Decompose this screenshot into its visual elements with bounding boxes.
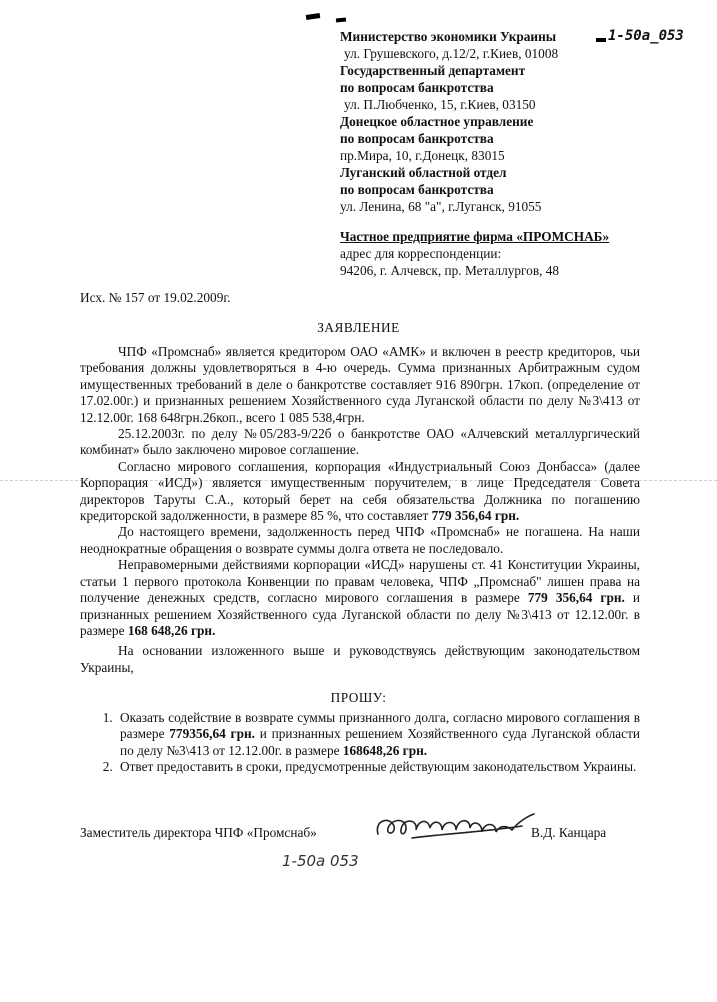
request-title: ПРОШУ: bbox=[330, 690, 387, 705]
amount: 168 648,26 грн. bbox=[127, 622, 216, 638]
addressee-address: ул. Грушевского, д.12/2, г.Киев, 01008 bbox=[344, 46, 559, 61]
addressee-name: по вопросам банкротства bbox=[340, 80, 494, 95]
paragraph-text: Неправомерными действиями корпорации «ИСД» нарушены ст. 41 Конституции Украины, статьи 1 первого протокола Конвенции по правам человека, ЧПФ „Промснаб" лишен права на получение денежных средств, согласно мирового соглашения в размере bbox=[80, 557, 640, 606]
addressee-address: пр.Мира, 10, г.Донецк, 83015 bbox=[340, 148, 505, 163]
request-text: Оказать содействие в возврате суммы признанного долга, согласно мирового соглашения в размере bbox=[120, 710, 640, 742]
scan-mark bbox=[306, 13, 321, 20]
document-body bbox=[80, 344, 640, 676]
addressee-name: Министерство экономики Украины bbox=[340, 29, 557, 44]
paragraph: ЧПФ «Промснаб» является кредитором ОАО «АМК» и включен в реестр кредиторов, чьи требования должны удовлетворяться в 4-ю очередь. Сумма признанных Арбитражным судом имущественных требований в деле о банкротстве составляет 916 890грн. 17коп. (определение от 17.02.00г.) и признанных решением Хозяйственного суда Луганской области по делу №3\413 от 12.12.00г. 168 648грн.26коп., всего 1 085 538,4грн. bbox=[80, 344, 640, 425]
handwritten-signature bbox=[372, 808, 544, 844]
request-list bbox=[80, 710, 640, 776]
outgoing-reference: Исх. № 157 от 19.02.2009г. bbox=[80, 290, 231, 305]
archive-stamp-top: 1-50а_053 bbox=[608, 28, 684, 44]
paragraph: До настоящего времени, задолженность перед ЧПФ «Промснаб» не погашена. На наши неоднократные обращения о возврате суммы долга ответа не последовало. bbox=[80, 524, 640, 556]
signatory-name: В.Д. Канцара bbox=[531, 825, 607, 840]
sender-address: 94206, г. Алчевск, пр. Металлургов, 48 bbox=[340, 263, 560, 278]
addressee-name: по вопросам банкротства bbox=[340, 131, 494, 146]
signatory-position: Заместитель директора ЧПФ «Промснаб» bbox=[80, 825, 317, 840]
amount: 779 356,64 грн. bbox=[527, 590, 625, 606]
sender-address-label: адрес для корреспонденции: bbox=[340, 246, 502, 261]
addressee-address: ул. Ленина, 68 "а", г.Луганск, 91055 bbox=[340, 199, 542, 214]
request-text: и признанных решением Хозяйственного суда Луганской области по делу №3\413 от 12.12.00г. в размере bbox=[120, 726, 640, 758]
amount: 779356,64 грн. bbox=[169, 726, 255, 742]
paragraph bbox=[80, 557, 640, 639]
scan-mark bbox=[336, 17, 346, 22]
amount: 779 356,64 грн. bbox=[431, 508, 520, 524]
sender-name: Частное предприятие фирма «ПРОМСНАБ» bbox=[340, 229, 610, 244]
addressee-name: Луганский областной отдел bbox=[340, 165, 507, 180]
addressee-name: Донецкое областное управление bbox=[340, 114, 534, 129]
addressee-address: ул. П.Любченко, 15, г.Киев, 03150 bbox=[344, 97, 536, 112]
paragraph: На основании изложенного выше и руководствуясь действующим законодательством Украины, bbox=[80, 643, 640, 675]
addressee-name: по вопросам банкротства bbox=[340, 182, 494, 197]
archive-stamp-bottom: 1-50а 053 bbox=[282, 852, 359, 870]
addressee-block bbox=[340, 28, 710, 279]
amount: 168648,26 грн. bbox=[342, 742, 428, 758]
paragraph: 25.12.2003г. по делу №05/283-9/22б о банкротстве ОАО «Алчевский металлургический комбинат» было заключено мировое соглашение. bbox=[80, 426, 640, 458]
request-item: 2. Ответ предоставить в сроки, предусмотренные действующим законодательством Украины. bbox=[116, 759, 640, 775]
addressee-name: Государственный департамент bbox=[340, 63, 526, 78]
paragraph bbox=[80, 459, 640, 525]
document-title: ЗАЯВЛЕНИЕ bbox=[317, 320, 400, 335]
paragraph-text: Согласно мирового соглашения, корпорация «Индустриальный Союз Донбасса» (далее Корпорация «ИСД») является имущественным поручителем, в лице Председателя Совета директоров Таруты С.А., который берет на себя обязательства Должника по погашению кредиторской задолженности, в размере 85 %, что составляет bbox=[80, 458, 640, 524]
paragraph-text: и признанных решением Хозяйственного суда Луганской области по делу №3\413 от 12.12.00г. в размере bbox=[80, 590, 640, 638]
request-item bbox=[116, 710, 640, 759]
